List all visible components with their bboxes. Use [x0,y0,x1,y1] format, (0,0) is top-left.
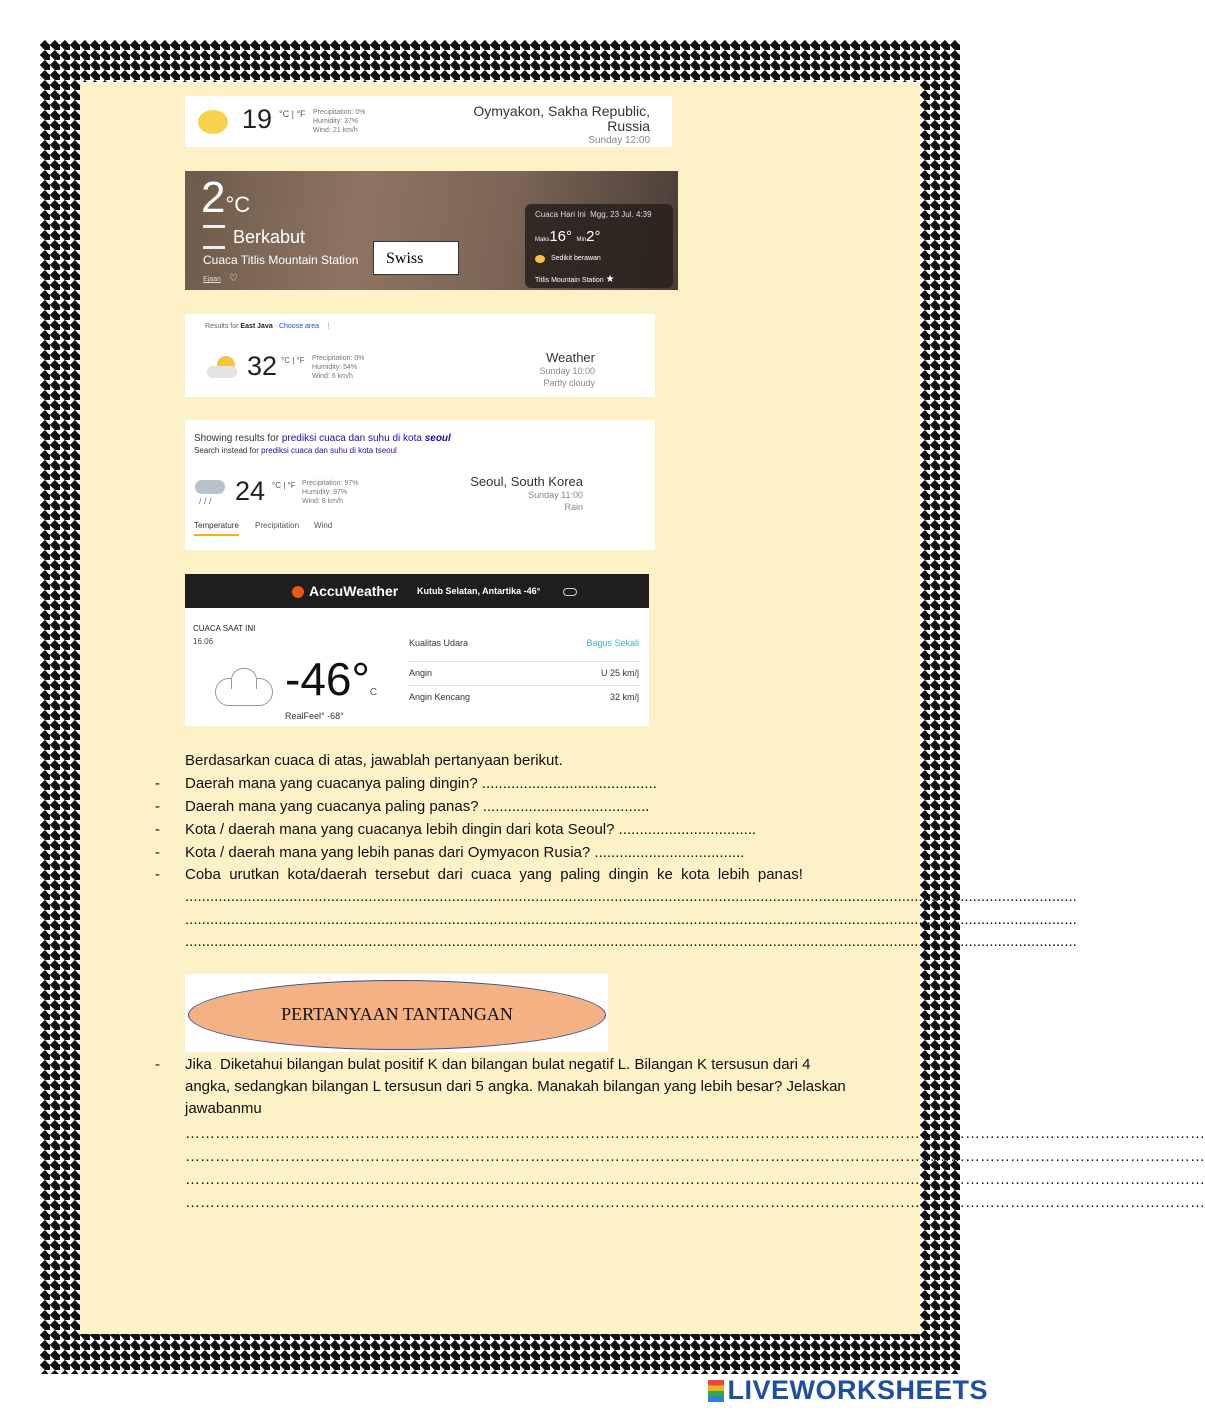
ejaan-link[interactable]: Ejaan [203,276,221,283]
rain-icon: / / / [195,480,227,506]
bullet: - [155,821,160,838]
question-5: Coba urutkan kota/daerah tersebut dari cuaca yang paling dingin ke kota lebih panas! [185,866,803,883]
details-table [409,638,639,709]
weather-card-titlis [185,171,678,290]
table-row: Angin U 25 km/j [409,662,639,686]
tab-temperature[interactable]: Temperature [194,521,239,536]
temperature: 19 [242,104,273,134]
tab-wind[interactable]: Wind [314,521,333,530]
unit-toggle[interactable]: °C | °F [281,356,305,365]
answer-line[interactable]: …………………………………………………………………………………………………………………………………………………………………………………… [185,1194,1205,1211]
results-line: Results for East Java · Choose area ⋮ [205,323,332,330]
challenge-oval [188,980,606,1050]
panel-title: Cuaca Hari Ini [535,210,586,219]
answer-line[interactable]: …………………………………………………………………………………………………………………………………………………………………………………… [185,1148,1205,1165]
temperature: 24 [235,476,266,506]
location: Kutub Selatan, Antartika -46° [417,586,541,596]
bullet: - [155,844,160,861]
panel-date: Mgg, 23 Jul. 4:39 [590,210,652,219]
station-name: Cuaca Titlis Mountain Station [203,253,359,267]
table-row: Kualitas Udara Bagus Sekali [409,638,639,662]
today-panel: Cuaca Hari Ini Mgg, 23 Jul. 4:39 Maks16° Min2° Sedikit berawan Titlis Mountain Station ★ [525,204,673,288]
star-icon[interactable]: ★ [605,274,615,285]
location: Oymyakon, Sakha Republic, Russia Sunday 12:00 [473,103,650,146]
partly-cloudy-icon [207,356,241,380]
question-3: Kota / daerah mana yang cuacanya lebih dingin dari kota Seoul? ................................. [185,821,757,838]
bullet: - [155,1056,160,1073]
answer-line[interactable]: ...................................................................................................................................................................................................................... [185,933,1077,950]
bullet: - [155,866,160,883]
logo-badge-icon [708,1380,724,1402]
cloud-icon [563,588,577,596]
condition: Berkabut [233,227,306,247]
answer-line[interactable]: …………………………………………………………………………………………………………………………………………………………………………………… [185,1125,1205,1142]
weather-card-oymyakon [185,96,672,147]
location: Seoul, South Korea Sunday 11:00 Rain [470,474,583,512]
search-instead-link[interactable]: prediksi cuaca dan suhu di kota tseoul [261,446,397,455]
tab-precipitation[interactable]: Precipitation [255,521,300,530]
bullet: - [155,798,160,815]
weather-heading: Weather Sunday 10:00 Partly cloudy [539,350,595,388]
current-label: CUACA SAAT INI [193,624,256,633]
temperature: 32 [247,351,278,381]
questions-intro: Berdasarkan cuaca di atas, jawablah pertanyaan berikut. [185,752,563,769]
question-2: Daerah mana yang cuacanya paling panas? ........................................ [185,798,650,815]
challenge-text-3: jawabanmu [185,1100,262,1117]
weather-details: Precipitation: 0% Humidity: 54% Wind: 6 km/h [312,355,365,380]
challenge-title: PERTANYAAN TANTANGAN [281,1004,513,1024]
accuweather-logo-icon [292,586,304,598]
accuweather-header [185,574,649,608]
liveworksheets-logo: LIVEWORKSHEETS [708,1375,988,1406]
answer-line[interactable]: ...................................................................................................................................................................................................................... [185,888,1077,905]
forecast: Sedikit berawan [551,255,601,262]
fog-icon [203,225,225,249]
question-4: Kota / daerah mana yang lebih panas dari Oymyacon Rusia? .................................... [185,844,745,861]
weather-card-antarctica [185,574,649,726]
weather-card-seoul [185,420,655,550]
question-1: Daerah mana yang cuacanya paling dingin? .......................................... [185,775,657,792]
challenge-banner [185,974,608,1052]
more-icon[interactable]: ⋮ [321,323,332,330]
heart-icon[interactable]: ♡ [229,273,238,284]
table-row: Angin Kencang 32 km/j [409,692,639,702]
realfeel: RealFeel° -68° [285,711,344,721]
search-instead: Search instead for prediksi cuaca dan suhu di kota tseoul [194,446,397,455]
panel-station: Titlis Mountain Station [535,277,604,284]
unit-toggle[interactable]: °C | °F [279,109,306,119]
cloud-icon-top [231,668,257,689]
sun-icon [198,110,228,134]
challenge-text-2: angka, sedangkan bilangan L tersusun dari 5 angka. Manakah bilangan yang lebih besar? Jelaskan [185,1078,846,1095]
unit-toggle[interactable]: °C | °F [272,481,296,490]
label-swiss: Swiss [373,241,459,275]
choose-area-link[interactable]: · Choose area [274,323,320,330]
weather-details: Precipitation: 0% Humidity: 37% Wind: 21 km/h [313,109,366,134]
answer-line[interactable]: ...................................................................................................................................................................................................................... [185,911,1077,928]
temperature: 2°C [201,173,251,222]
showing-results: Showing results for prediksi cuaca dan suhu di kota seoul [194,433,451,444]
temperature: -46°C [285,653,378,705]
partly-cloudy-icon [535,255,545,263]
brand: AccuWeather [309,583,399,599]
weather-card-east-java [185,314,655,397]
answer-line[interactable]: …………………………………………………………………………………………………………………………………………………………………………………… [185,1171,1205,1188]
challenge-text-1: Jika Diketahui bilangan bulat positif K dan bilangan bulat negatif L. Bilangan K tersusun dari 4 [185,1056,811,1073]
bullet: - [155,775,160,792]
weather-details: Precipitation: 97% Humidity: 97% Wind: 8 km/h [302,480,359,505]
current-time: 16.06 [193,637,214,646]
